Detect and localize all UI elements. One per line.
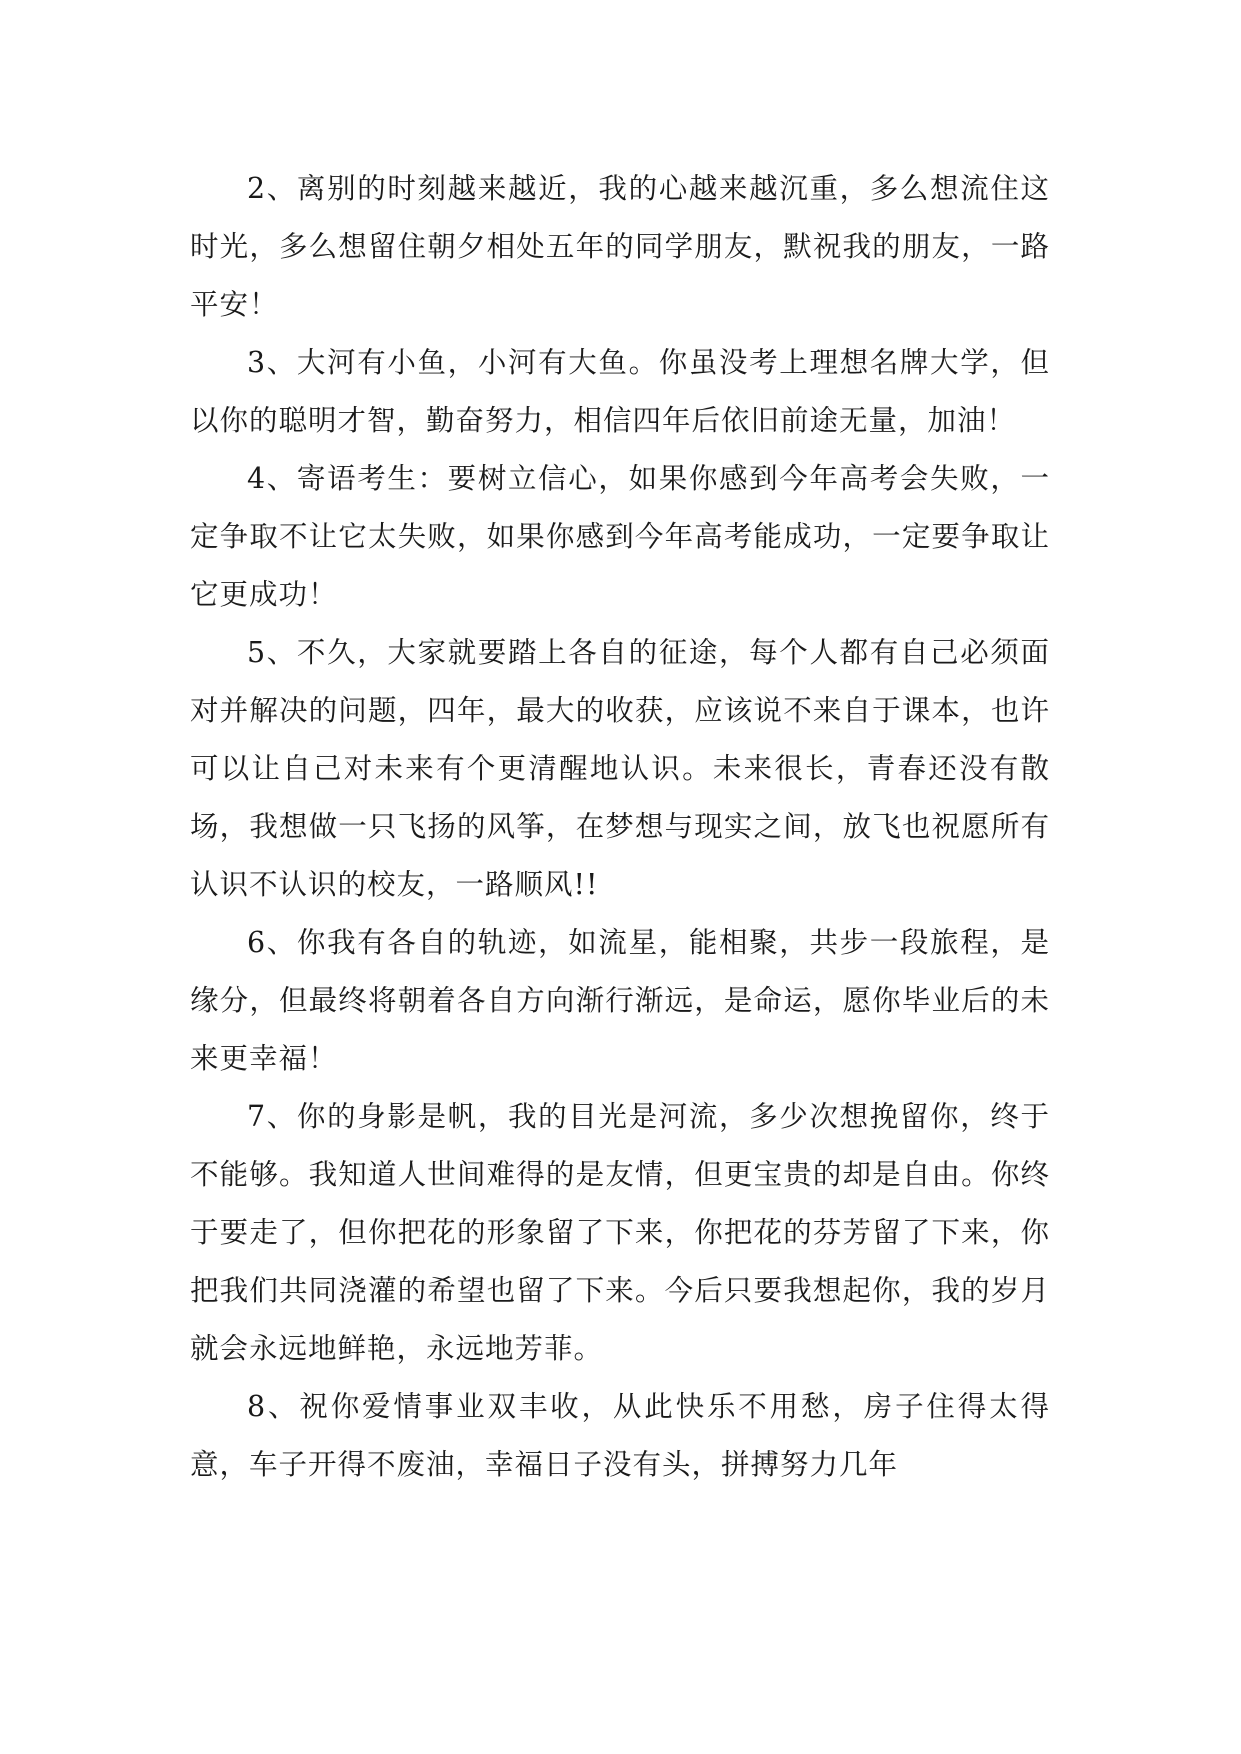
paragraph-8: 8、祝你爱情事业双丰收，从此快乐不用愁，房子住得太得意，车子开得不废油，幸福日子没有头，拼搏努力几年 bbox=[190, 1390, 1050, 1481]
paragraph-4: 4、寄语考生：要树立信心，如果你感到今年高考会失败，一定争取不让它太失败，如果你感到今年高考能成功，一定要争取让它更成功！ bbox=[190, 462, 1050, 611]
paragraph-5: 5、不久，大家就要踏上各自的征途，每个人都有自己必须面对并解决的问题，四年，最大的收获，应该说不来自于课本，也许可以让自己对未来有个更清醒地认识。未来很长，青春还没有散场，我想做一只飞扬的风筝，在梦想与现实之间，放飞也祝愿所有认识不认识的校友，一路顺风!! bbox=[190, 636, 1050, 901]
paragraph-2: 2、离别的时刻越来越近，我的心越来越沉重，多么想流住这时光，多么想留住朝夕相处五年的同学朋友，默祝我的朋友，一路平安！ bbox=[190, 172, 1050, 321]
paragraph-7: 7、你的身影是帆，我的目光是河流，多少次想挽留你，终于不能够。我知道人世间难得的是友情，但更宝贵的却是自由。你终于要走了，但你把花的形象留了下来，你把花的芬芳留了下来，你把我们共同浇灌的希望也留了下来。今后只要我想起你，我的岁月就会永远地鲜艳，永远地芳菲。 bbox=[190, 1100, 1050, 1365]
document-body bbox=[190, 160, 1050, 1494]
paragraph-3: 3、大河有小鱼，小河有大鱼。你虽没考上理想名牌大学，但以你的聪明才智，勤奋努力，相信四年后依旧前途无量，加油！ bbox=[190, 346, 1050, 437]
paragraph-6: 6、你我有各自的轨迹，如流星，能相聚，共步一段旅程，是缘分，但最终将朝着各自方向渐行渐远，是命运，愿你毕业后的未来更幸福！ bbox=[190, 926, 1050, 1075]
